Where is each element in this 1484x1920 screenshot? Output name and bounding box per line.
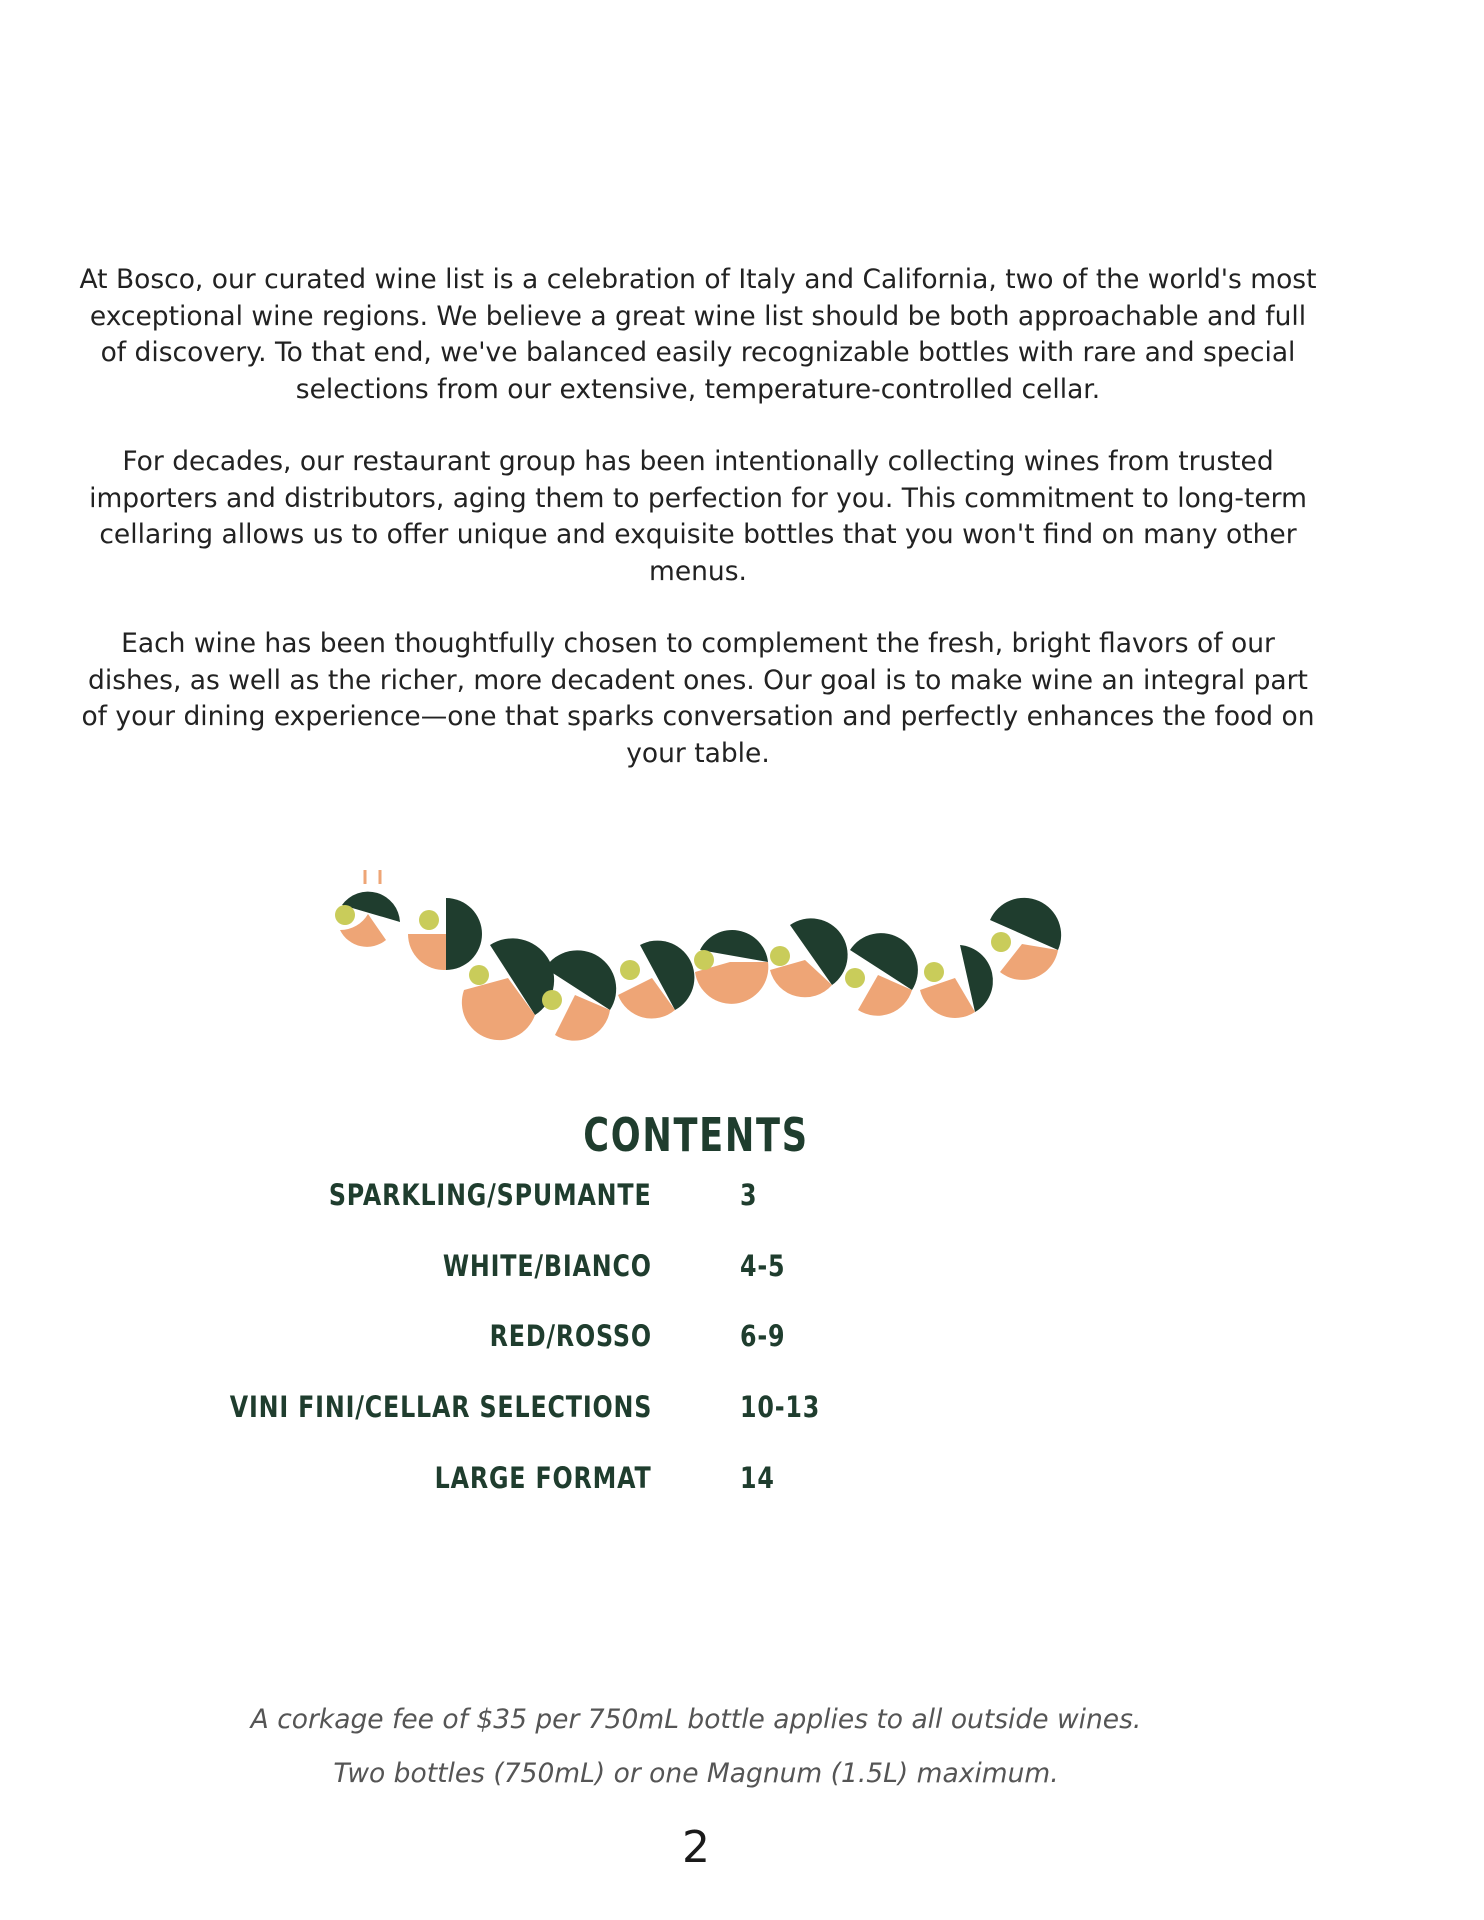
caterpillar-segment-4	[542, 950, 616, 1040]
bottle-limit-note: Two bottles (750mL) or one Magnum (1.5L) maximum.	[333, 1758, 1059, 1789]
intro-paragraph-3: Each wine has been thoughtfully chosen to complement the fresh, bright flavors of our dishes, as well as the richer, more decadent ones. Our goal is to make wine an integral part of your dining experience—one that sparks conversation and perfectly enhances the food on your table.	[81, 628, 1315, 769]
caterpillar-segment-1	[335, 892, 400, 947]
toc-item-pages: 10-13	[740, 1390, 821, 1424]
toc-item-label: RED/ROSSO	[489, 1319, 652, 1353]
caterpillar-segment-8	[845, 933, 918, 1016]
toc-item-pages: 6-9	[740, 1319, 786, 1353]
toc-item-label: SPARKLING/SPUMANTE	[329, 1178, 652, 1212]
corkage-note: A corkage fee of $35 per 750mL bottle applies to all outside wines.	[250, 1704, 1142, 1735]
caterpillar-segment-5	[618, 941, 694, 1019]
toc-item-sparkling[interactable]	[0, 1178, 1484, 1218]
caterpillar-segment-10	[990, 898, 1061, 980]
toc-item-large-format[interactable]	[0, 1461, 1484, 1501]
intro-paragraph-2: For decades, our restaurant group has been intentionally collecting wines from trusted importers and distributors, aging them to perfection for you. This commitment to long-term cellaring allows us to offer unique and exquisite bottles that you won't find on many other menus.	[89, 446, 1307, 587]
toc-item-label: WHITE/BIANCO	[443, 1249, 652, 1283]
toc-item-pages: 14	[740, 1461, 775, 1495]
caterpillar-antennae	[365, 870, 380, 884]
caterpillar-segment-6	[694, 930, 768, 1004]
caterpillar-segment-7	[770, 918, 848, 997]
toc-item-white[interactable]	[0, 1249, 1484, 1289]
page-number: 2	[682, 1822, 710, 1873]
caterpillar-segment-2	[408, 898, 482, 970]
contents-title: CONTENTS	[583, 1108, 809, 1162]
caterpillar-segment-9	[920, 945, 993, 1018]
toc-item-label: VINI FINI/CELLAR SELECTIONS	[229, 1390, 652, 1424]
toc-item-red[interactable]	[0, 1319, 1484, 1359]
toc-item-label: LARGE FORMAT	[435, 1461, 652, 1495]
intro-paragraph-1: At Bosco, our curated wine list is a celebration of Italy and California, two of the world's most exceptional wine regions. We believe a great wine list should be both approachable and full of discovery. To that end, we've balanced easily recognizable bottles with rare and special selections from our extensive, temperature-controlled cellar.	[79, 264, 1317, 405]
toc-item-pages: 3	[740, 1178, 758, 1212]
toc-item-pages: 4-5	[740, 1249, 786, 1283]
toc-item-cellar-selections[interactable]	[0, 1390, 1484, 1430]
